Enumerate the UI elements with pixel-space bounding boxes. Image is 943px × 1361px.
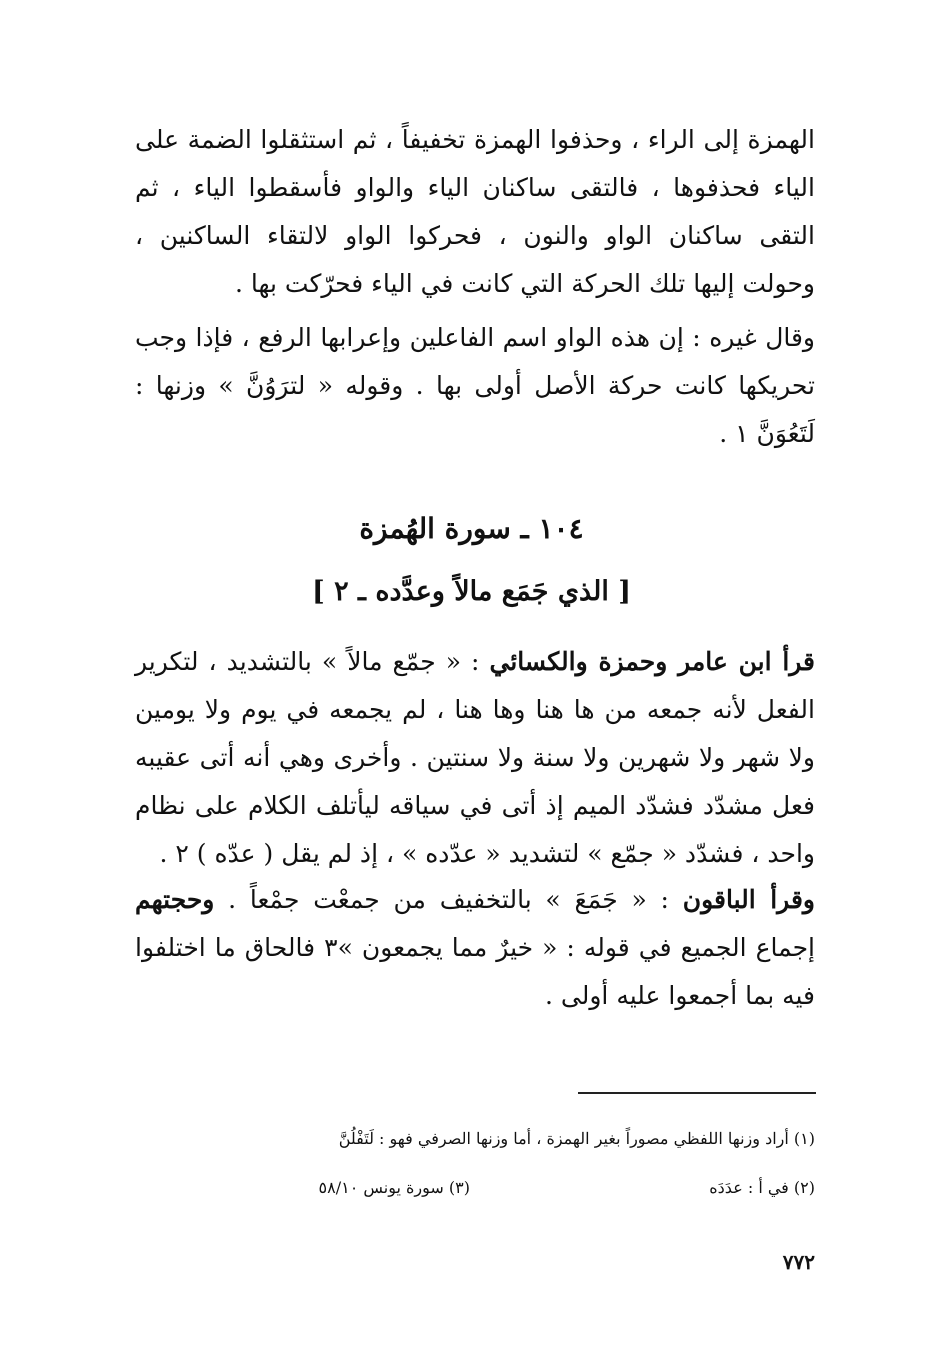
footnote-2: (٢) في أ : عدَدَه bbox=[709, 1178, 815, 1197]
footnote-divider bbox=[578, 1092, 816, 1094]
paragraph-takhfif-reading bbox=[135, 876, 815, 1020]
paragraph-tashdid-reading bbox=[135, 638, 815, 878]
paragraph-grammar-explanation: الهمزة إلى الراء ، وحذفوا الهمزة تخفيفاً ، ثم استثقلوا الضمة على الياء فحذفوها ، فالتقى ساكنان الياء والواو فأسقطوا الياء ، ثم التقى ساكنان الواو والنون ، فحركوا الواو لالتقاء الساكنين ، وحولت إليها تلك الحركة التي كانت في الياء فحرّكت بها . bbox=[135, 125, 815, 298]
verse-heading: [ الذي جَمَع مالاً وعدَّده ـ ٢ ] bbox=[311, 576, 632, 607]
readers-name-bold: وقرأ الباقون bbox=[682, 885, 815, 914]
surah-title: ١٠٤ ـ سورة الهُمزة bbox=[359, 512, 584, 545]
footnote-3: (٣) سورة يونس ٥٨/١٠ bbox=[318, 1178, 470, 1197]
paragraph-other-opinion: وقال غيره : إن هذه الواو اسم الفاعلين وإعرابها الرفع ، فإذا وجب تحريكها كانت حركة الأصل أولى بها . وقوله « لترَوُنَّ » وزنها : لَتَعُوَنَّ ١ . bbox=[135, 323, 815, 448]
footnote-1: (١) أراد وزنها اللفظي مصوراً بغير الهمزة ، أما وزنها الصرفي فهو : لَتَفْلُنَّ bbox=[338, 1129, 815, 1148]
argument-bold: وحجتهم bbox=[135, 885, 215, 914]
page-number: ٧٧٢ bbox=[782, 1250, 815, 1274]
paragraph-text: : « جَمَعَ » بالتخفيف من جمعْت جمْعاً . bbox=[214, 885, 683, 914]
readers-name-bold: قرأ ابن عامر وحمزة والكسائي bbox=[489, 647, 816, 676]
paragraph-text: إجماع الجميع في قوله : « خيرٌ مما يجمعون »٣ فالحاق ما اختلفوا فيه بما أجمعوا عليه أولى . bbox=[135, 933, 815, 1010]
paragraph-text: : « جمّع مالاً » بالتشديد ، لتكرير الفعل لأنه جمعه من ها هنا وها هنا ، لم يجمعه في يوم ولا يومين ولا شهر ولا شهرين ولا سنة ولا سنتين . وأخرى وهي أنه أتى عقيبه فعل مشدّد فشدّد الميم إذ أتى في سياقه ليأتلف الكلام على نظام واحد ، فشدّد « جمّع » لتشديد « عدّده » ، إذ لم يقل ( عدّه ) ٢ . bbox=[135, 647, 815, 868]
